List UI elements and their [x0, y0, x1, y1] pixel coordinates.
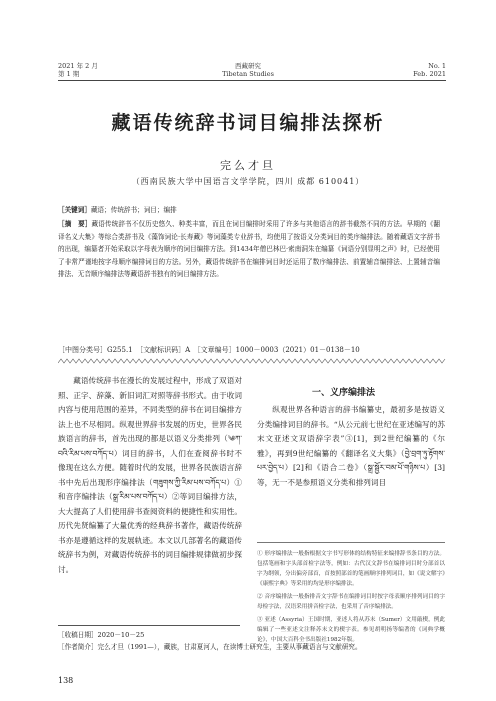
article-author: 完么才旦: [220, 159, 276, 172]
bottom-rule: [58, 625, 240, 626]
journal-name: 西藏研究: [235, 62, 261, 70]
body-paragraph: 纵观世界各种语言的辞书编纂史，最初多是按语义分类编排词目的辞书。“从公元前七世纪在亚述编写的苏末文亚述文双语辞字表”③[1]，到2世纪编纂的《尔雅》，再到9世纪编纂的《翻译名义大集》（བྱེ་བྲག་ཏུ་རྟོགས་པར་བྱེད་པ）[2]和《语合二卷》（སྒྲ་སྦྱོར་བམ་པོ་གཉིས་པ）[3]等，无一不是参照语义分类和排列词目: [257, 405, 445, 487]
article-title: 藏语传统辞书词目编排法探析: [111, 112, 385, 134]
decorative-divider: [58, 358, 446, 364]
journal-name-en: Tibetan Studies: [222, 70, 274, 78]
abstract-label: ［摘 要］: [58, 220, 92, 228]
issue-date-en: Feb. 2021: [413, 70, 446, 78]
body-right-column: [257, 403, 445, 490]
received-date: ［收稿日期］2020－10－25: [58, 631, 145, 639]
journal-date: 2021 年 2 月: [58, 62, 98, 70]
author-affiliation: （西南民族大学中国语言文学学院，四川 成都 610041）: [131, 177, 365, 186]
abstract-text: 藏语传统辞书不仅历史悠久、种类丰富，而且在词目编排时采用了许多与其他语言的辞书截然不同的方法。早期的《翻译名义大集》等综合类辞书及《藻饰词论·长寿藏》等词藻类专业辞书，均使用了按语义分类词目的类序编排法。随着藏语文字辞书的出现，编纂者开始采取以字母表为顺序的词目编排方法。到1434年僧巴林巴·索南洞朱在编纂《词语分别显明之声》时，已经使用了非常严谨地按字母顺序编排词目的方法。另外，藏语传统辞书在编排词目时还运用了数序编排法、前置辅音编排法、上置辅音编排法、无音顺序编排法等藏语辞书独有的词目编排方法。: [58, 220, 441, 279]
keywords: [58, 204, 438, 216]
article-meta: [58, 629, 448, 653]
issue-number: No. 1: [428, 62, 446, 70]
footnote-1: ① 形序编排法一般指根据文字书写形体的结构特征来编排辞书条目的方法。包括笔画和字头部首检字法等，例如：古代汉文辞书在编排词目时分部首以字为纲领，分出偏旁部首，首按照部首的笔画顺序排列词目，如《说文解字》《康熙字典》等采用的均是形序编排法。: [257, 551, 445, 587]
abstract: [58, 218, 440, 281]
keywords-text: 藏语；传统辞书；词目；编排: [90, 206, 177, 214]
keywords-label: ［关键词］: [58, 206, 91, 214]
footnote-3: ③ 亚述（Assyria）王国时期，亚述人将从苏末（Sumer）文用敲楔，例此编辑了一些亚述文注释苏末文的楔字表。参见胡明扬等编著的《词典学概论》，中国大百科全书出版社1982年版。: [257, 617, 445, 643]
body-paragraph: 藏语传统辞书在漫长的发展过程中，形成了双语对照、正字、辞藻、新旧词汇对照等辞书形式。由于收词内容与使用范围的差异，不同类型的辞书在词目编排方法上也不尽相同。纵观世界辞书发展的历史，世界各民族语言的辞书，首先出现的都是以语义分类排列（༄ཀ་བའི་རིམ་པས་བཀོད་པ）词目的辞书，人们在查阅辞书时不像现在这么方便。随着时代的发展，世界各民族语言辞书中先后出现形序编排法（གཟུགས་ཀྱི་རིམ་པས་བཀོད་པ）①和音序编排法（སྒྲ་རིམ་པས་བཀོད་པ）②等词目编排方法，大大提高了人们使用辞书查阅资料的便捷性和实用性。历代先贤编纂了大量优秀的经典辞书著作，藏语传统辞书亦是遵循这样的发展轨迹。本文以几部著名的藏语传统辞书为例，对藏语传统辞书的词目编排规律做初步探讨。: [58, 376, 242, 574]
header-right: [398, 62, 446, 78]
classification-line: ［中图分类号］G255.1 ［文献标识码］A ［文章编号］1000－0003（2021）01－0138－10: [58, 346, 360, 354]
footnote-2: ② 音序编排法一般指排音文字辞书在编排词目时按字母表顺序排列词目的字母检字法，汉语采用拼音检字法，也采用了音序编排法。: [257, 594, 445, 610]
page-number: 138: [58, 676, 74, 685]
body-left-column: [58, 374, 242, 577]
journal-issue: 第 1 期: [58, 70, 80, 78]
section-heading: 一、义序编排法: [312, 388, 376, 398]
footnote-rule: [257, 542, 445, 543]
author-bio: ［作者简介］完么才旦（1991—），藏族，甘肃夏河人，在读博士研究生，主要从事藏语言与文献研究。: [58, 643, 362, 651]
header-rule: [58, 80, 446, 81]
